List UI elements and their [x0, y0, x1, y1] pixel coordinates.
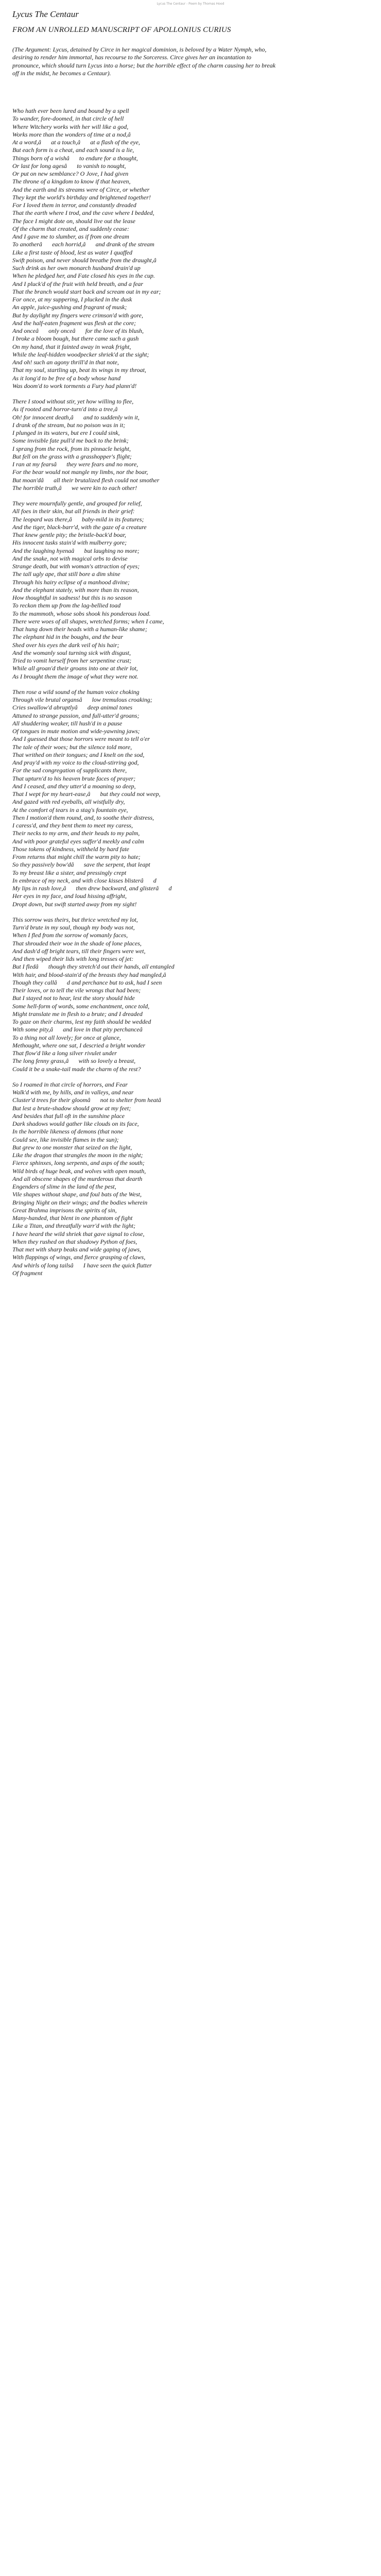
poem-line: And onceâonly onceâfor the love of its blush,	[12, 327, 144, 335]
poem-line: On my hand, that it fainted away in weak fright,	[12, 343, 131, 350]
poem-line: That upturn'd to his heaven brute faces of prayer;	[12, 774, 136, 782]
page-header: Lycus The Centaur - Poem by Thomas Hood	[157, 2, 224, 6]
poem-line: At a word,âat a touch,âat a flash of the eye,	[12, 139, 140, 146]
poem-line: I broke a bloom bough, but there came such a gush	[12, 335, 139, 343]
poem-line: While the leaf-hidden woodpecker shriek'd at the sight;	[12, 350, 149, 358]
poem-line: And with poor grateful eyes suffer'd meekly and calm	[12, 837, 144, 845]
poem-line: Dark shadows would gather like clouds on its face,	[12, 1120, 139, 1128]
poem-line: That writhed on their tongues; and I knelt on the sod,	[12, 751, 145, 758]
poem-line: All foes in their skin, but all friends in their grief:	[12, 507, 135, 515]
poem-line: The elephant hid in the boughs, and the bear	[12, 633, 123, 641]
poem-line: Her eyes in my face, and loud hissing affright,	[12, 892, 127, 900]
poem-body	[12, 107, 370, 1277]
poem-line: So they passively bow'dâsave the serpent, that leapt	[12, 861, 150, 869]
poem-line: Engenders of slime in the land of the pest,	[12, 1183, 116, 1191]
poem-line: Fierce sphinxes, long serpents, and asps of the south;	[12, 1159, 145, 1167]
poem-line: Great Brahma imprisons the spirits of sin,	[12, 1206, 117, 1214]
poem-line: My lips in rash love,âthen drew backward, and glisterâd	[12, 885, 172, 892]
stanza	[12, 688, 370, 908]
poem-line: Then rose a wild sound of the human voice choking	[12, 688, 140, 696]
poem-line: Could see, like invisible flames in the sun);	[12, 1136, 119, 1143]
poem-line: That met with sharp beaks and wide gaping of jaws,	[12, 1246, 142, 1253]
poem-line: When they rushed on that shadowy Python of foes,	[12, 1238, 137, 1245]
poem-line: Strange death, but with woman's attraction of eyes;	[12, 563, 140, 570]
poem-line: Swift poison, and never should breathe from the draught,â	[12, 256, 166, 264]
poem-line: Tried to vomit herself from her serpentine crust;	[12, 657, 132, 665]
poem-line: Oh! for innocent death,âand to suddenly win it,	[12, 413, 140, 421]
poem-line: But lest a brute-shadow should grow at my feet;	[12, 1104, 131, 1112]
poem-line: When he pledged her, and Fate closed his eyes in the cup.	[12, 272, 155, 280]
poem-line: Those tokens of kindness, withheld by hard fate	[12, 845, 129, 853]
poem-line: Of fragment	[12, 1269, 43, 1277]
poem-line: Was doom'd to work torments a Fury had plann'd!	[12, 382, 137, 389]
poem-line: Their loves, or to tell the vile wrongs that had been;	[12, 987, 141, 994]
poem-line: Who hath ever been lured and bound by a spell	[12, 107, 129, 115]
poem-line: And pray'd with my voice to the cloud-stirring god,	[12, 759, 139, 767]
poem-line: Like a first taste of blood, lest as water I quaffed	[12, 248, 132, 256]
poem-line: I ran at my fearsâthey were fears and no more,	[12, 461, 138, 468]
poem-line: This sorrow was theirs, but thrice wretched my lot,	[12, 916, 138, 923]
poem-line: With flappings of wings, and fierce grasping of claws,	[12, 1253, 146, 1261]
poem-line: I drank of the stream, but no poison was in it;	[12, 421, 126, 429]
poem-line: And whirls of long tailsâI have seen the quick flutter	[12, 1261, 152, 1269]
poem-line: And the half-eaten fragment was flesh at the core;	[12, 319, 136, 327]
poem-line: I plunged in its waters, but ere I could sink,	[12, 429, 120, 437]
poem-line: Where Witchery works with her will like a god,	[12, 123, 129, 130]
stanza	[12, 500, 370, 681]
poem-line: Bringing Night on their wings; and the bodies wherein	[12, 1198, 148, 1206]
poem-line: I caress'd, and they bent them to meet my caress,	[12, 822, 133, 829]
poem-line: That the branch would start back and scream out in my ear;	[12, 287, 161, 295]
poem-line: But moan'dâall their brutalized flesh could not smother	[12, 476, 160, 484]
poem-line: And gazed with red eyeballs, all wistfully dry,	[12, 798, 125, 806]
poem-preface: (The Argument: Lycus, detained by Circe in her magical dominion, is beloved by a Water Nymph, who, desiring to render him immortal, has recourse to the Sorceress. Circe gives her an incantation to pronounce, which should turn Lycus into a horse; but the horrible effect of the charm causing her to break off in the midst, he becomes a Centaur).	[12, 46, 276, 77]
poem-line: The tale of their woes; but the silence told more,	[12, 743, 132, 751]
poem-line: But grew to one monster that seized on the light,	[12, 1143, 132, 1151]
poem-line: Attuned to strange passion, and full-utter'd groans;	[12, 711, 140, 719]
poem-line: As if rooted and horror-turn'd into a tree,â	[12, 405, 128, 413]
poem-line: Through his hairy eclipse of a manhood divine;	[12, 578, 130, 586]
poem-line: While all groan'd their groans into one at their lot,	[12, 665, 138, 672]
poem-line: So I roamed in that circle of horrors, and Fear	[12, 1080, 128, 1088]
poem-line: But each form is a cheat, and each sound is a lie,	[12, 146, 134, 154]
poem-line: That hung down their heads with a human-like shame;	[12, 625, 147, 633]
poem-line: And besides that full oft in the sunshine place	[12, 1112, 125, 1120]
poem-line: For the bear would not mangle my limbs, nor the boar,	[12, 468, 148, 476]
poem-line: There I stood without stir, yet how willing to flee,	[12, 398, 134, 405]
poem-line: With some pity,âand love in that pity perchanceâ	[12, 1026, 152, 1033]
poem-line: Of tongues in mute motion and wide-yawning jaws;	[12, 727, 140, 735]
poem-line: As it long'd to be free of a body whose hand	[12, 374, 121, 382]
poem-line: From returns that might chill the warm pity to hate;	[12, 853, 141, 861]
poem-line: But by daylight my fingers were crimson'd with gore,	[12, 311, 143, 319]
poem-line: That shrouded their woe in the shade of lone places,	[12, 939, 142, 947]
poem-line: And I pluck'd of the fruit with held breath, and a fear	[12, 280, 144, 287]
poem-line: Cries swallow'd abruptlyâdeep animal tones	[12, 704, 133, 711]
poem-line: And I gave me to slumber, as if from one dream	[12, 233, 129, 241]
poem-line: Vile shapes without shape, and foul bats of the West,	[12, 1191, 142, 1198]
poem-line: To my breast like a sister, and pressingly crept	[12, 869, 127, 876]
poem-title: Lycus The Centaur	[12, 9, 79, 19]
poem-line: All shuddering weaker, till hush'd in a pause	[12, 719, 123, 727]
poem-line: Some invisible fate pull'd me back to the brink;	[12, 437, 129, 445]
poem-line: Dropt down, but swift started away from my sight!	[12, 900, 137, 908]
poem-line: In the horrible likeness of demons (that none	[12, 1128, 123, 1136]
poem-line: To a thing not all lovely; for once at glance,	[12, 1033, 121, 1041]
poem-line: And the laughing hyenaâbut laughing no more;	[12, 547, 140, 554]
poem-line: And I guessed that those horrors were meant to tell o'er	[12, 735, 150, 743]
poem-line: Wild birds of huge beak, and wolves with open mouth,	[12, 1167, 146, 1175]
poem-line: Or last for long agesâto vanish to nought,	[12, 162, 126, 170]
poem-line: Like the dragon that strangles the moon in the night;	[12, 1151, 143, 1159]
poem-line: But fell on the grass with a grasshopper's flight;	[12, 452, 132, 460]
poem-line: That my soul, startling up, beat its wings in my throat,	[12, 366, 146, 374]
poem-line: The tall ugly ape, that still bore a dim shine	[12, 570, 120, 578]
poem-line: His innocent tusks stain'd with mulberry gore;	[12, 539, 127, 547]
poem-line: And all obscene shapes of the murderous that dearth	[12, 1175, 143, 1182]
stanza	[12, 1081, 370, 1277]
poem-line: To wander, fore-doomed, in that circle of hell	[12, 115, 124, 123]
poem-line: And the womanly soul turning sick with disgust,	[12, 649, 131, 656]
poem-line: Works more than the wonders of time at a nod,â	[12, 130, 141, 138]
poem-line: Or put on new semblance? O Jove, I had given	[12, 170, 129, 178]
poem-line: In embrace of my neck, and with close kisses blisterâd	[12, 876, 157, 884]
poem-line: The long fenny grass,âwith so lovely a breast,	[12, 1057, 136, 1065]
poem-line: And the earth and its streams were of Circe, or whether	[12, 185, 150, 193]
poem-line: That flow'd like a long silver rivulet under	[12, 1049, 117, 1057]
poem-line: To the mammoth, whose sobs shook his ponderous load.	[12, 609, 151, 617]
stanza	[12, 916, 370, 1073]
poem-line: The leopard was there,âbaby-mild in its features;	[12, 515, 144, 523]
poem-line: At the comfort of tears in a stag's fountain eye,	[12, 806, 128, 814]
poem-line: Methought, where one sat, I descried a bright wonder	[12, 1041, 146, 1049]
poem-line: Turn'd brute in my soul, though my body was not,	[12, 924, 135, 931]
poem-line: And the elephant stately, with more than its reason,	[12, 586, 139, 594]
poem-line: Some hell-form of words, some enchantment, once told,	[12, 1002, 150, 1010]
poem-line: And the snake, not with magical orbs to devise	[12, 554, 128, 562]
poem-line: That I wept for my heart-ease,âbut they could not weep,	[12, 790, 161, 798]
poem-line: And oh! such an agony thrill'd in that note,	[12, 359, 119, 366]
poem-line: And the tiger, black-barr'd, with the gaze of a creature	[12, 523, 147, 531]
poem-line: To anotherâeach horrid,âand drank of the stream	[12, 241, 154, 248]
poem-line: How thoughtful in sadness! but this is no season	[12, 594, 132, 602]
poem-line: The face I might dote on, should live out the lease	[12, 217, 135, 225]
poem-line: But I fledâthough they stretch'd out their hands, all entangled	[12, 963, 175, 971]
poem-line: As I brought them the image of what they were not.	[12, 672, 138, 680]
poem-line: Like a Titan, and threatfully warr'd with the light;	[12, 1222, 136, 1230]
poem-line: Cluster'd trees for their gloomânot to shelter from heatâ	[12, 1096, 171, 1104]
poem-line: Then I motion'd them round, and, to soothe their distress,	[12, 814, 154, 821]
poem-line: Things born of a wishâto endure for a thought,	[12, 154, 138, 162]
poem-line: For once, at my suppering, I plucked in the dusk	[12, 296, 132, 303]
poem-line: Many-handed, that blent in one phantom of fight	[12, 1214, 133, 1222]
poem-line: Shed over his eyes the dark veil of his hair;	[12, 641, 119, 649]
poem-line: Could it be a snake-tail made the charm of the rest?	[12, 1065, 141, 1073]
poem-line: Through vile brutal organsâlow tremulous croaking;	[12, 696, 152, 704]
poem-subtitle: FROM AN UNROLLED MANUSCRIPT OF APOLLONIUS CURIUS	[12, 26, 231, 34]
poem-line: Though they callâd and perchance but to ask, had I seen	[12, 978, 162, 986]
poem-line: With hair, and blood-stain'd of the breasts they had mangled,â	[12, 971, 176, 978]
poem-line: The horrible truth,âwe were kin to each other!	[12, 484, 137, 492]
poem-line: And I ceased, and they utter'd a moaning so deep,	[12, 782, 136, 790]
poem-line: That the earth where I trod, and the cave where I bedded,	[12, 209, 154, 217]
poem-line: For the sad congregation of supplicants there,	[12, 767, 127, 774]
poem-line: To reckon them up from the lag-bellied toad	[12, 602, 121, 609]
stanza	[12, 107, 370, 390]
poem-line: Such drink as her own monarch husband drain'd up	[12, 264, 141, 272]
poem-line: They kept the world's birthday and brightened together!	[12, 193, 151, 201]
poem-line: And dash'd off bright tears, till their fingers were wet,	[12, 947, 146, 955]
poem-line: And then wiped their lids with long tresses of jet:	[12, 955, 134, 963]
poem-line: Their necks to my arm, and their heads to my palm,	[12, 829, 140, 837]
poem-line: Might translate me in flesh to a brute; and I dreaded	[12, 1010, 143, 1018]
poem-line: Of the charm that created, and suddenly cease:	[12, 225, 129, 232]
poem-line: Walk'd with me, by hills, and in valleys, and near	[12, 1089, 134, 1096]
stanza	[12, 398, 370, 492]
poem-line: An apple, juice-gushing and fragrant of musk;	[12, 303, 127, 311]
poem-line: That knew gentle pity; the bristle-back'd boar,	[12, 531, 126, 539]
poem-line: For I loved them in terror, and constantly dreaded	[12, 201, 136, 209]
poem-line: To gaze on their charms, lest my faith should be wedded	[12, 1018, 151, 1026]
poem-line: I sprang from the rock, from its pinnacle height,	[12, 445, 131, 452]
poem-line: The throne of a kingdom to know if that heaven,	[12, 178, 131, 185]
poem-line: But I stayed not to hear, lest the story should hide	[12, 994, 135, 1002]
poem-line: I have heard the wild shriek that gave signal to close,	[12, 1230, 145, 1238]
poem-line: They were mournfully gentle, and grouped for relief,	[12, 500, 142, 507]
poem-line: When I fled from the sorrow of womanly faces,	[12, 931, 128, 939]
poem-line: There were woes of all shapes, wretched forms; when I came,	[12, 617, 164, 625]
